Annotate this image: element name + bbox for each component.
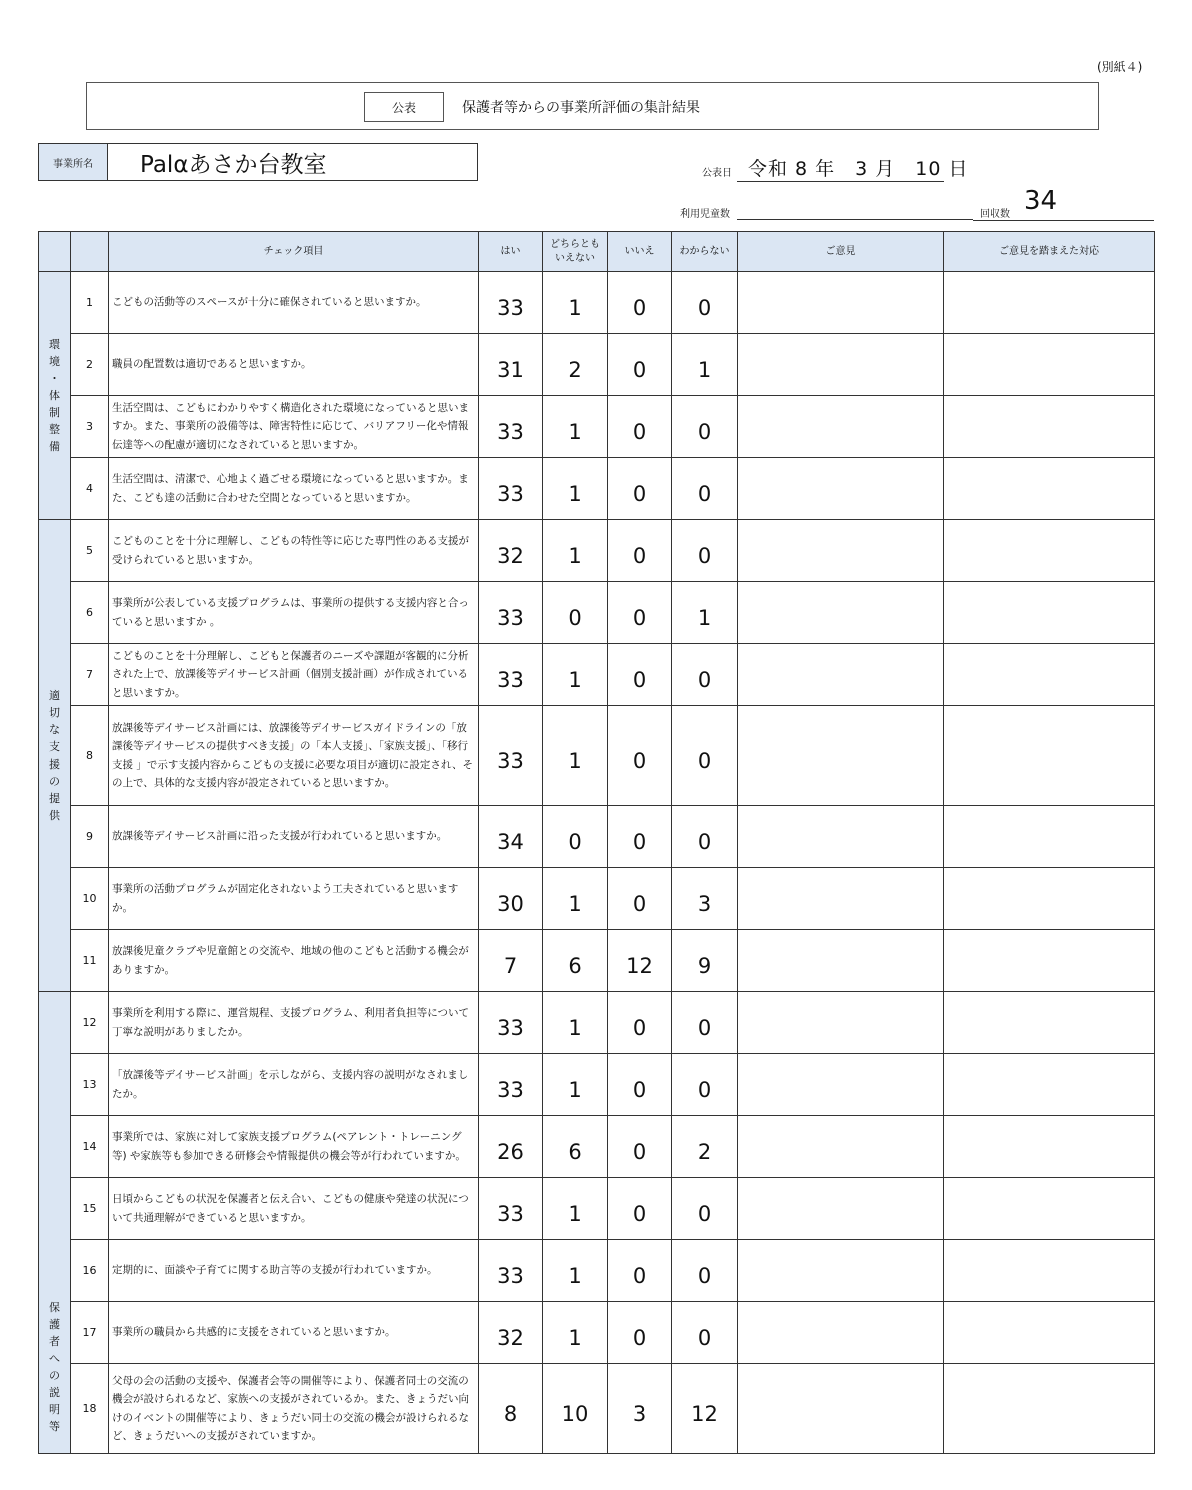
question-text: こどものことを十分理解し、こどもと保護者のニーズや課題が客観的に分析された上で、放課後等デイサービス計画（個別支援計画）が作成されていると思いますか。 <box>109 644 479 706</box>
category-label: 環 境 ・ 体 制 整 備 <box>39 272 71 520</box>
opinion-cell <box>738 520 944 582</box>
table-row <box>39 1116 1155 1178</box>
neither-count: 1 <box>543 644 608 706</box>
yes-count: 8 <box>479 1364 543 1454</box>
table-row <box>39 1364 1155 1454</box>
table-row <box>39 582 1155 644</box>
response-cell <box>944 930 1155 992</box>
header-check-item: チェック項目 <box>109 232 479 272</box>
neither-count: 6 <box>543 1116 608 1178</box>
header-yes: はい <box>479 232 543 272</box>
no-count: 0 <box>608 396 672 458</box>
unknown-count: 9 <box>672 930 738 992</box>
response-cell <box>944 868 1155 930</box>
response-cell <box>944 1054 1155 1116</box>
response-cell <box>944 1364 1155 1454</box>
unknown-count: 0 <box>672 806 738 868</box>
neither-count: 1 <box>543 706 608 806</box>
yes-count: 33 <box>479 458 543 520</box>
table-row <box>39 1302 1155 1364</box>
unknown-count: 0 <box>672 1178 738 1240</box>
yes-count: 7 <box>479 930 543 992</box>
question-text: 事業所の職員から共感的に支援をされていると思いますか。 <box>109 1302 479 1364</box>
response-cell <box>944 582 1155 644</box>
question-number: 11 <box>71 930 109 992</box>
response-cell <box>944 644 1155 706</box>
yes-count: 26 <box>479 1116 543 1178</box>
no-count: 0 <box>608 1302 672 1364</box>
opinion-cell <box>738 930 944 992</box>
question-text: こどもの活動等のスペースが十分に確保されていると思いますか。 <box>109 272 479 334</box>
yes-count: 33 <box>479 1178 543 1240</box>
response-cell <box>944 396 1155 458</box>
opinion-cell <box>738 644 944 706</box>
opinion-cell <box>738 1116 944 1178</box>
question-number: 8 <box>71 706 109 806</box>
unknown-count: 12 <box>672 1364 738 1454</box>
response-cell <box>944 706 1155 806</box>
yes-count: 33 <box>479 644 543 706</box>
neither-count: 6 <box>543 930 608 992</box>
response-cell <box>944 806 1155 868</box>
question-text: 父母の会の活動の支援や、保護者会等の開催等により、保護者同士の交流の機会が設けられるなど、家族への支援がされているか。また、きょうだい向けのイベントの開催等により、きょうだい同士の交流の機会が設けられるなど、きょうだいへの支援がされていますか。 <box>109 1364 479 1454</box>
header-no: いいえ <box>608 232 672 272</box>
no-count: 0 <box>608 1116 672 1178</box>
question-number: 15 <box>71 1178 109 1240</box>
office-name: Palαあさか台教室 <box>140 152 327 178</box>
question-number: 9 <box>71 806 109 868</box>
table-row <box>39 1178 1155 1240</box>
yes-count: 33 <box>479 272 543 334</box>
question-text: 日頃からこどもの状況を保護者と伝え合い、こどもの健康や発達の状況について共通理解ができていると思いますか。 <box>109 1178 479 1240</box>
unknown-count: 0 <box>672 992 738 1054</box>
table-row <box>39 396 1155 458</box>
question-number: 14 <box>71 1116 109 1178</box>
table-row <box>39 868 1155 930</box>
unknown-count: 2 <box>672 1116 738 1178</box>
pubdate-label: 公表日 <box>702 168 732 179</box>
unknown-count: 1 <box>672 334 738 396</box>
no-count: 0 <box>608 806 672 868</box>
question-number: 13 <box>71 1054 109 1116</box>
unknown-count: 0 <box>672 706 738 806</box>
no-count: 0 <box>608 272 672 334</box>
users-label: 利用児童数 <box>680 209 730 220</box>
question-number: 1 <box>71 272 109 334</box>
opinion-cell <box>738 992 944 1054</box>
no-count: 0 <box>608 334 672 396</box>
yes-count: 33 <box>479 1240 543 1302</box>
neither-count: 1 <box>543 868 608 930</box>
unknown-count: 3 <box>672 868 738 930</box>
table-row <box>39 520 1155 582</box>
table-row <box>39 334 1155 396</box>
office-label: 事業所名 <box>38 143 108 181</box>
unknown-count: 0 <box>672 1240 738 1302</box>
page-title: 保護者等からの事業所評価の集計結果 <box>462 100 700 116</box>
table-row <box>39 930 1155 992</box>
header-unknown: わからない <box>672 232 738 272</box>
opinion-cell <box>738 272 944 334</box>
question-number: 4 <box>71 458 109 520</box>
pubdate-underline <box>737 181 944 182</box>
table-row <box>39 806 1155 868</box>
question-text: 職員の配置数は適切であると思いますか。 <box>109 334 479 396</box>
yes-count: 33 <box>479 1054 543 1116</box>
response-cell <box>944 334 1155 396</box>
pubdate: 令和 8 年 3 月 10 日 <box>748 158 969 180</box>
table-row <box>39 1240 1155 1302</box>
neither-count: 2 <box>543 334 608 396</box>
unknown-count: 0 <box>672 396 738 458</box>
response-cell <box>944 1302 1155 1364</box>
no-count: 0 <box>608 992 672 1054</box>
public-tag: 公表 <box>364 92 444 122</box>
no-count: 0 <box>608 1240 672 1302</box>
no-count: 0 <box>608 1178 672 1240</box>
opinion-cell <box>738 396 944 458</box>
question-number: 16 <box>71 1240 109 1302</box>
table-row <box>39 272 1155 334</box>
response-cell <box>944 1178 1155 1240</box>
no-count: 0 <box>608 706 672 806</box>
question-text: こどものことを十分に理解し、こどもの特性等に応じた専門性のある支援が受けられていると思いますか。 <box>109 520 479 582</box>
header-blank-category <box>39 232 71 272</box>
yes-count: 31 <box>479 334 543 396</box>
yes-count: 33 <box>479 396 543 458</box>
question-number: 10 <box>71 868 109 930</box>
question-number: 7 <box>71 644 109 706</box>
neither-count: 10 <box>543 1364 608 1454</box>
attachment-label: (別紙４) <box>1097 60 1143 74</box>
no-count: 0 <box>608 458 672 520</box>
question-number: 2 <box>71 334 109 396</box>
unknown-count: 1 <box>672 582 738 644</box>
question-text: 生活空間は、こどもにわかりやすく構造化された環境になっていると思いますか。また、事業所の設備等は、障害特性に応じて、バリアフリー化や情報伝達等への配慮が適切になされていると思いますか。 <box>109 396 479 458</box>
question-number: 6 <box>71 582 109 644</box>
no-count: 12 <box>608 930 672 992</box>
neither-count: 1 <box>543 1054 608 1116</box>
opinion-cell <box>738 806 944 868</box>
opinion-cell <box>738 706 944 806</box>
question-text: 事業所が公表している支援プログラムは、事業所の提供する支援内容と合っていると思いますか 。 <box>109 582 479 644</box>
category-label: 保 護 者 へ の 説 明 等 <box>39 992 71 1454</box>
opinion-cell <box>738 1054 944 1116</box>
question-text: 放課後児童クラブや児童館との交流や、地域の他のこどもと活動する機会がありますか。 <box>109 930 479 992</box>
question-text: 定期的に、面談や子育てに関する助言等の支援が行われていますか。 <box>109 1240 479 1302</box>
no-count: 0 <box>608 868 672 930</box>
question-number: 5 <box>71 520 109 582</box>
opinion-cell <box>738 868 944 930</box>
yes-count: 32 <box>479 520 543 582</box>
yes-count: 33 <box>479 582 543 644</box>
question-number: 3 <box>71 396 109 458</box>
question-text: 生活空間は、清潔で、心地よく過ごせる環境になっていると思いますか。また、こども達の活動に合わせた空間となっていると思いますか。 <box>109 458 479 520</box>
neither-count: 1 <box>543 992 608 1054</box>
unknown-count: 0 <box>672 272 738 334</box>
response-cell <box>944 458 1155 520</box>
table-row <box>39 644 1155 706</box>
opinion-cell <box>738 1364 944 1454</box>
table-header-row <box>39 232 1155 272</box>
neither-count: 1 <box>543 1302 608 1364</box>
yes-count: 34 <box>479 806 543 868</box>
unknown-count: 0 <box>672 520 738 582</box>
question-text: 事業所を利用する際に、運営規程、支援プログラム、利用者負担等について丁寧な説明がありましたか。 <box>109 992 479 1054</box>
yes-count: 33 <box>479 992 543 1054</box>
neither-count: 1 <box>543 520 608 582</box>
question-text: 放課後等デイサービス計画には、放課後等デイサービスガイドラインの「放課後等デイサービスの提供すべき支援」の「本人支援」、「家族支援」、「移行支援 」で示す支援内容からこどもの支援に必要な項目が適切に設定され、その上で、具体的な支援内容が設定されていると思いますか。 <box>109 706 479 806</box>
neither-count: 0 <box>543 806 608 868</box>
no-count: 0 <box>608 582 672 644</box>
response-cell <box>944 520 1155 582</box>
table-row <box>39 706 1155 806</box>
question-number: 18 <box>71 1364 109 1454</box>
neither-count: 0 <box>543 582 608 644</box>
responses-underline <box>973 220 1154 221</box>
table-row <box>39 458 1155 520</box>
response-cell <box>944 992 1155 1054</box>
question-number: 17 <box>71 1302 109 1364</box>
responses-value: 34 <box>1024 186 1058 216</box>
yes-count: 32 <box>479 1302 543 1364</box>
unknown-count: 0 <box>672 644 738 706</box>
question-text: 事業所の活動プログラムが固定化されないよう工夫されていると思いますか。 <box>109 868 479 930</box>
unknown-count: 0 <box>672 1054 738 1116</box>
users-underline <box>737 219 973 220</box>
response-cell <box>944 272 1155 334</box>
evaluation-table <box>38 231 1155 1454</box>
header-response: ご意見を踏まえた対応 <box>944 232 1155 272</box>
unknown-count: 0 <box>672 1302 738 1364</box>
neither-count: 1 <box>543 1240 608 1302</box>
neither-count: 1 <box>543 458 608 520</box>
header-opinion: ご意見 <box>738 232 944 272</box>
response-cell <box>944 1240 1155 1302</box>
yes-count: 30 <box>479 868 543 930</box>
neither-count: 1 <box>543 396 608 458</box>
table-row <box>39 992 1155 1054</box>
table-row <box>39 1054 1155 1116</box>
opinion-cell <box>738 1240 944 1302</box>
response-cell <box>944 1116 1155 1178</box>
category-label: 適 切 な 支 援 の 提 供 <box>39 520 71 992</box>
opinion-cell <box>738 1178 944 1240</box>
opinion-cell <box>738 1302 944 1364</box>
neither-count: 1 <box>543 1178 608 1240</box>
neither-count: 1 <box>543 272 608 334</box>
no-count: 0 <box>608 1054 672 1116</box>
header-blank-number <box>71 232 109 272</box>
question-number: 12 <box>71 992 109 1054</box>
opinion-cell <box>738 458 944 520</box>
question-text: 放課後等デイサービス計画に沿った支援が行われていると思いますか。 <box>109 806 479 868</box>
opinion-cell <box>738 334 944 396</box>
yes-count: 33 <box>479 706 543 806</box>
no-count: 0 <box>608 644 672 706</box>
no-count: 0 <box>608 520 672 582</box>
no-count: 3 <box>608 1364 672 1454</box>
opinion-cell <box>738 582 944 644</box>
unknown-count: 0 <box>672 458 738 520</box>
responses-label: 回収数 <box>980 209 1010 220</box>
header-neither: どちらとも いえない <box>543 232 608 272</box>
question-text: 事業所では、家族に対して家族支援プログラム(ペアレント・トレーニング等) や家族等も参加できる研修会や情報提供の機会等が行われていますか。 <box>109 1116 479 1178</box>
question-text: 「放課後等デイサービス計画」を示しながら、支援内容の説明がなされましたか。 <box>109 1054 479 1116</box>
